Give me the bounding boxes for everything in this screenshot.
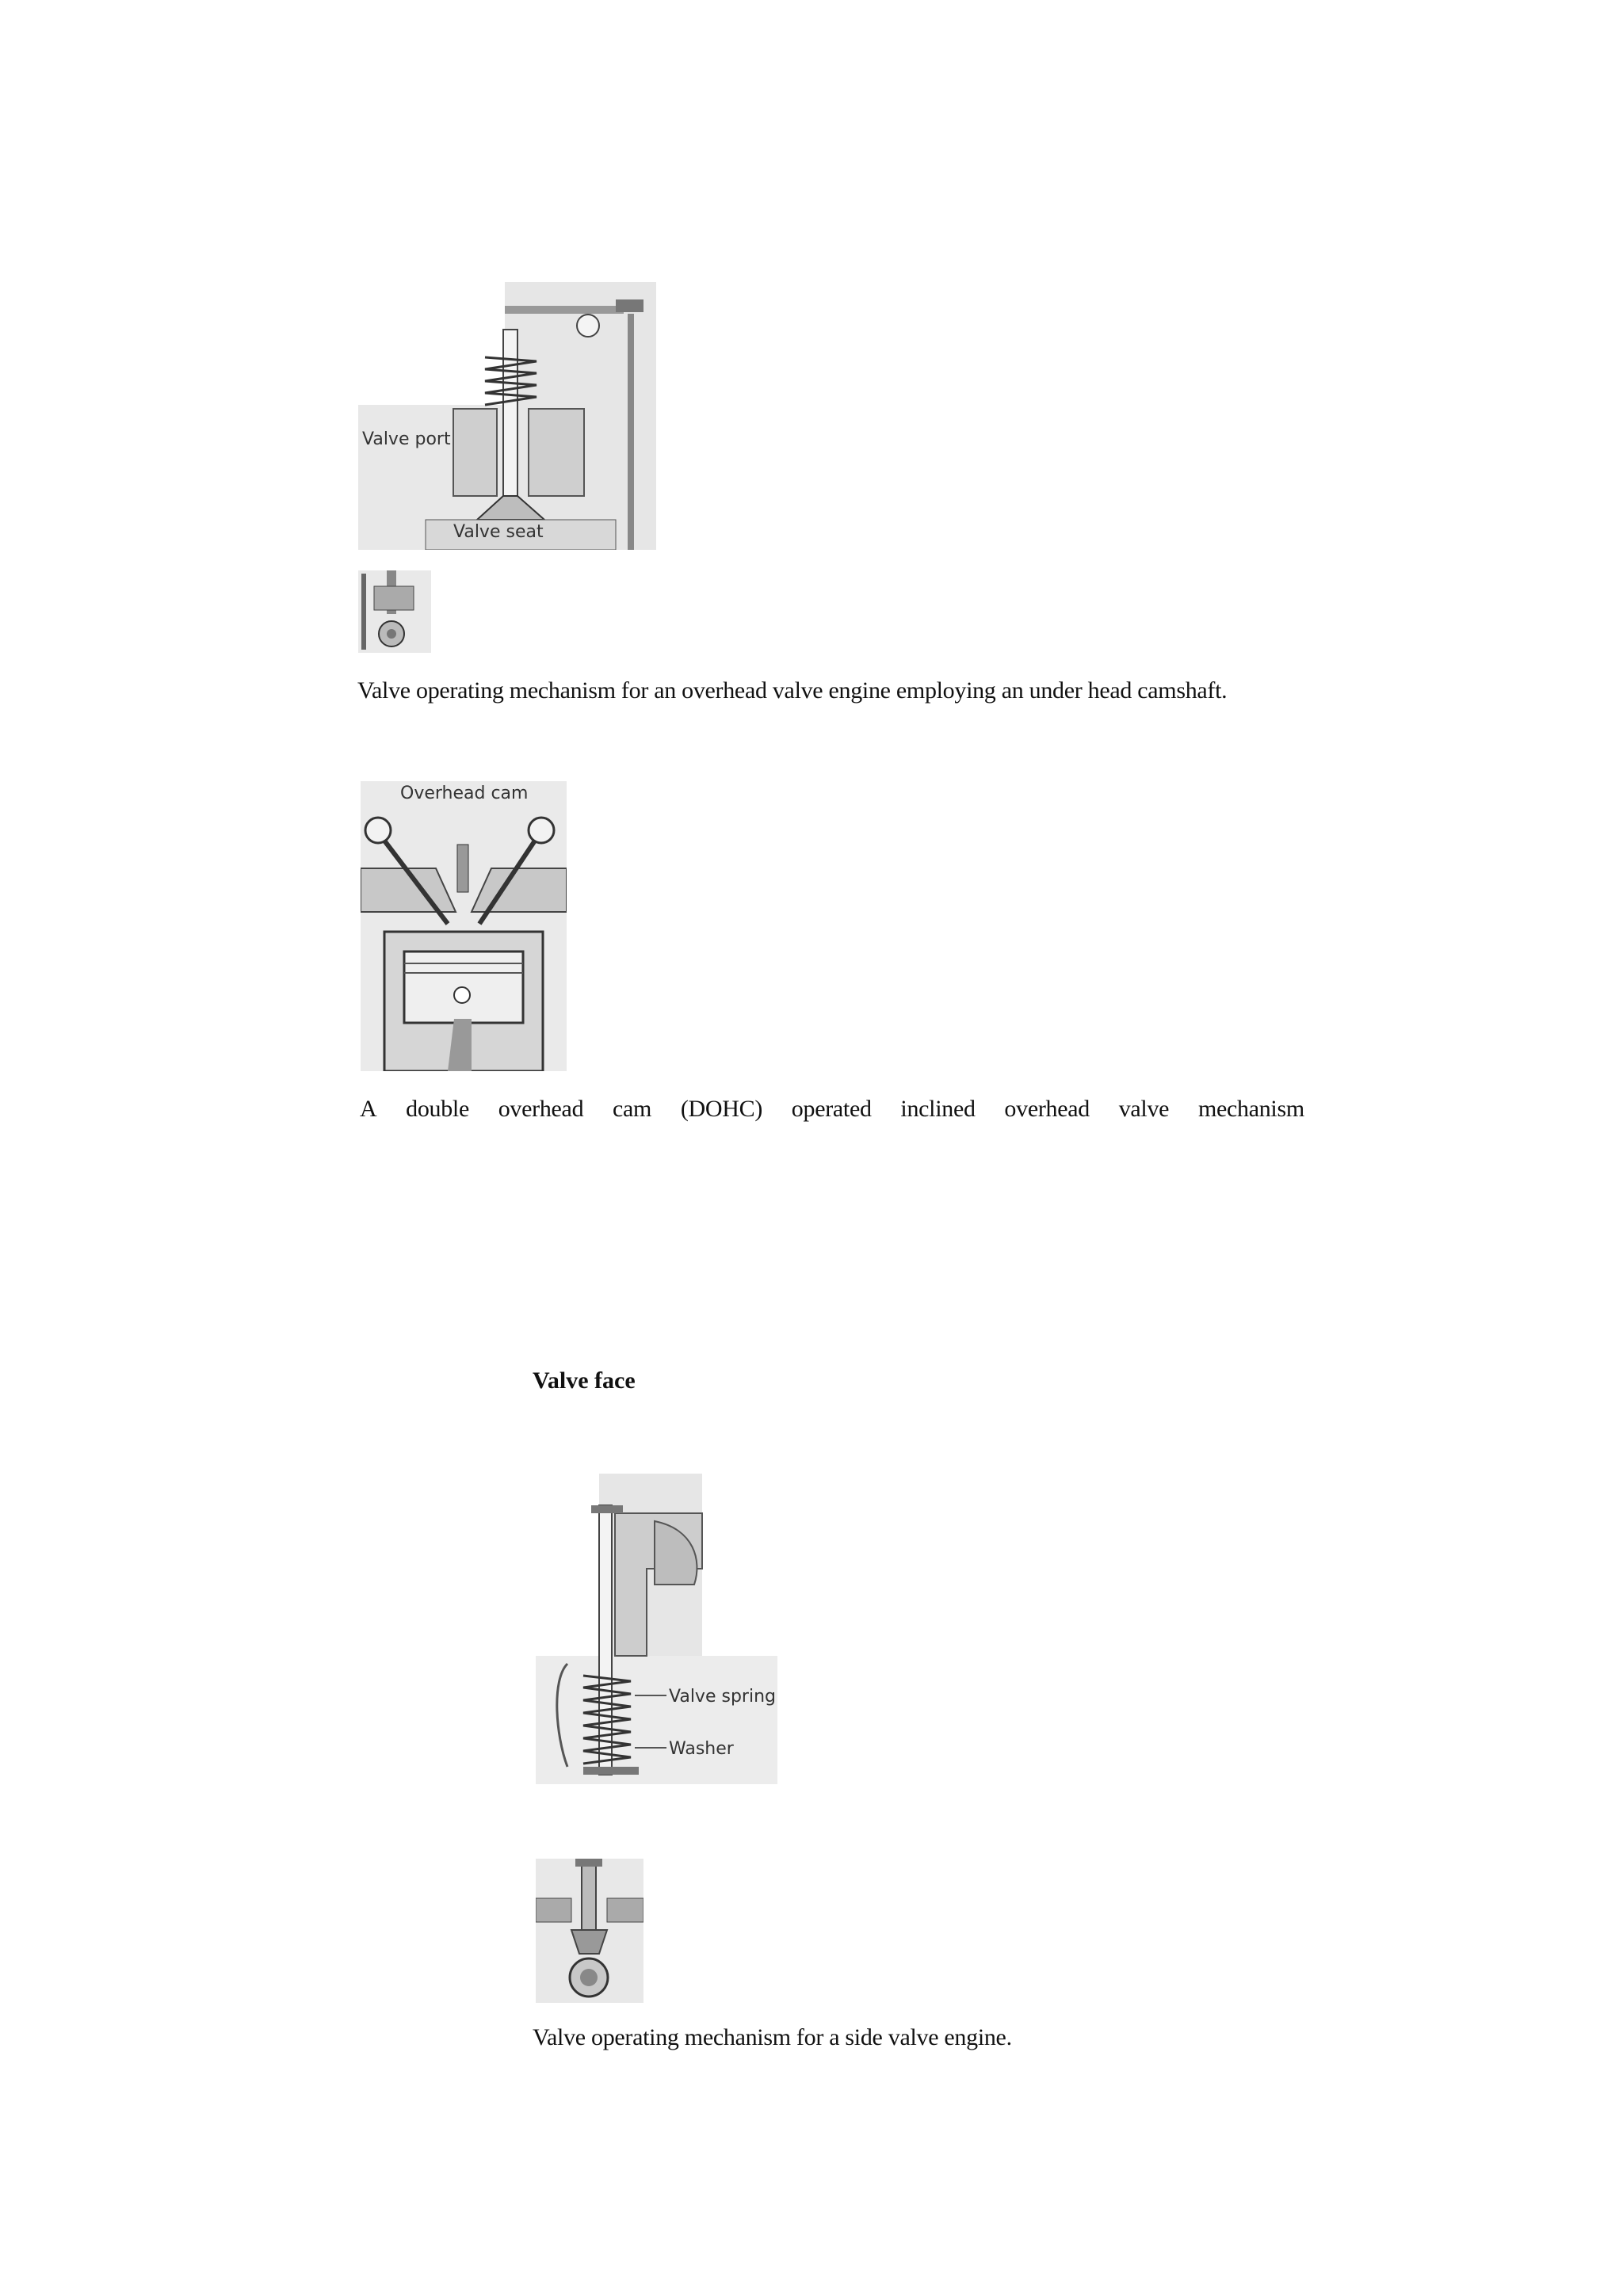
caption-word: overhead: [1004, 1096, 1090, 1122]
caption-word: A: [360, 1096, 377, 1122]
side-valve-drawing: [536, 1474, 777, 1784]
valve-seat-label: Valve seat: [453, 522, 544, 542]
caption-word: operated: [791, 1096, 872, 1122]
valve-spring-label: Valve spring: [669, 1687, 776, 1707]
washer-label: Washer: [669, 1739, 734, 1759]
caption-word: (DOHC): [680, 1096, 763, 1122]
side-valve-caption: Valve operating mechanism for a side valve engine.: [533, 2024, 1012, 2050]
caption-word: valve: [1118, 1096, 1170, 1122]
valve-face-heading: Valve face: [533, 1367, 636, 1394]
ohv-cam-detail-figure: [358, 570, 431, 653]
overhead-cam-label: Overhead cam: [400, 784, 529, 803]
ohv-figure-caption: Valve operating mechanism for an overhead valve engine employing an under head camshaft.: [357, 677, 1228, 704]
caption-word: inclined: [900, 1096, 976, 1122]
caption-word: overhead: [498, 1096, 584, 1122]
valve-port-label: Valve port: [362, 429, 451, 449]
caption-word: cam: [613, 1096, 652, 1122]
ohv-valve-drawing: [358, 282, 656, 550]
dohc-drawing: [361, 781, 567, 1071]
dohc-figure-caption: [360, 1095, 1304, 1123]
side-valve-cam-figure: [536, 1859, 643, 2003]
side-valve-cam-drawing: [536, 1859, 643, 2003]
caption-word: mechanism: [1197, 1096, 1304, 1122]
caption-word: double: [406, 1096, 469, 1122]
side-valve-figure: [536, 1474, 777, 1784]
ohv-valve-figure: [358, 282, 656, 550]
dohc-figure: [361, 781, 567, 1071]
cam-detail-drawing: [358, 570, 431, 653]
